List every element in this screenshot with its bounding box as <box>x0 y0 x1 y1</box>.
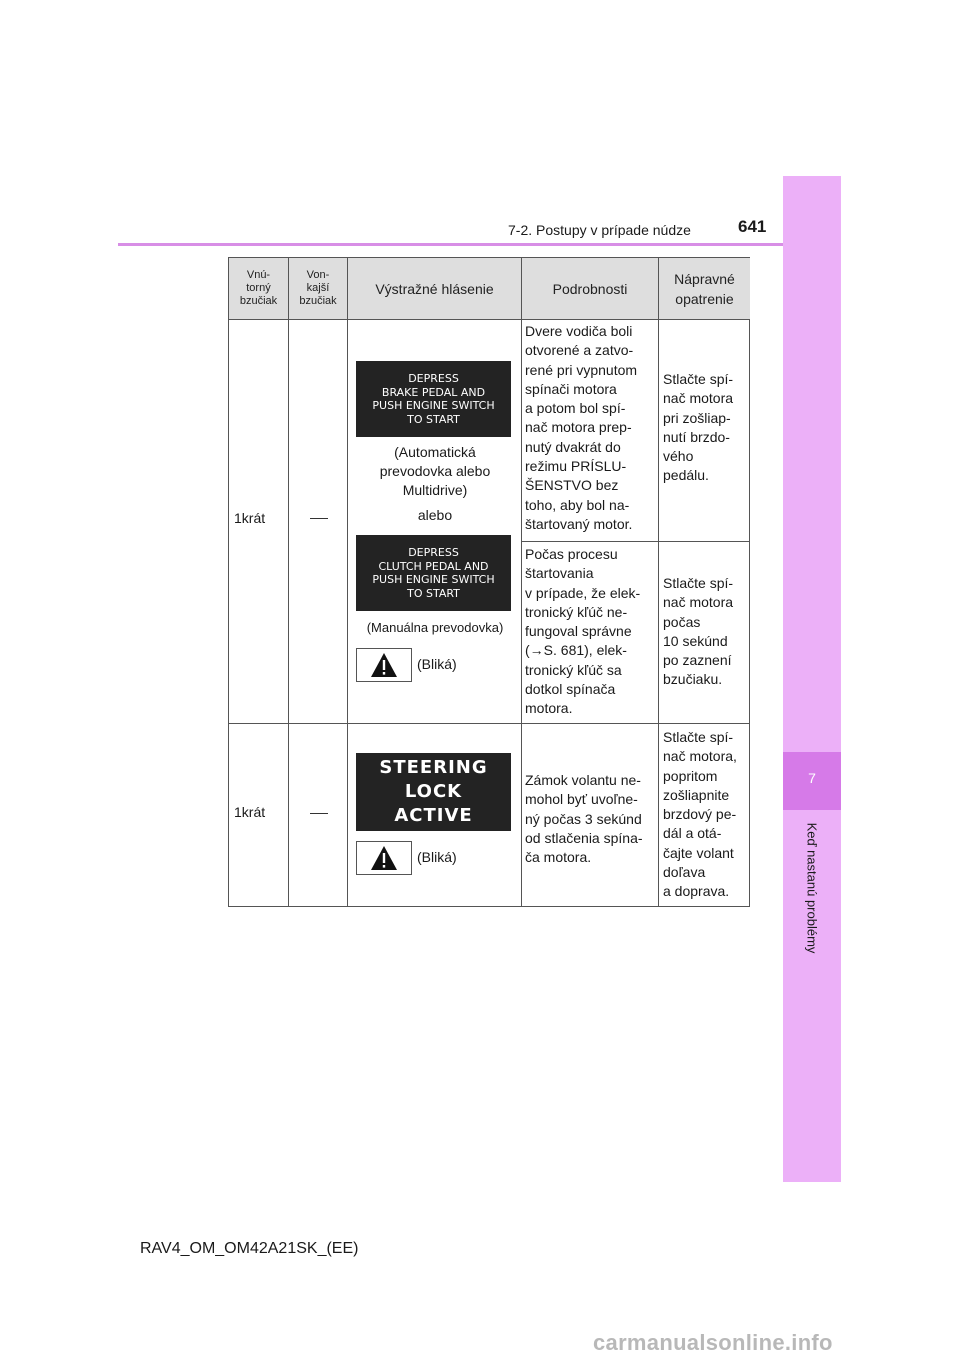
row2-action: Stlačte spí- nač motora, popritom zošliapnite brzdový pe- dál a otá- čajte volant doľava a doprava. <box>663 729 737 900</box>
lcd-message-steering-lock: STEERING LOCK ACTIVE <box>356 753 511 831</box>
warning-indicator-box <box>356 648 412 682</box>
row1-internal-buzzer: 1krát <box>234 510 266 526</box>
blinking-label: (Bliká) <box>417 849 457 865</box>
row2-external-buzzer-dash <box>310 813 328 814</box>
row2-internal-buzzer: 1krát <box>234 804 266 820</box>
column-divider <box>288 258 289 906</box>
row-divider <box>229 319 749 320</box>
header-divider <box>118 243 786 246</box>
row-divider <box>522 541 749 542</box>
row1-details-b: Počas procesu štartovania v prípade, že elek- tronický kľúč ne- fungoval správne (→S. 681), elek- tronický kľúč sa dotkol spínača motora. <box>525 546 641 717</box>
warning-triangle-icon <box>357 842 411 874</box>
caption-manual-transmission: (Manuálna prevodovka) <box>366 620 504 635</box>
chapter-side-tab <box>783 176 841 1182</box>
row1-external-buzzer-dash <box>310 518 328 519</box>
row2-details: Zámok volantu ne- mohol byť uvoľne- ný počas 3 sekúnd od stlačenia spína- ča motora. <box>525 772 643 866</box>
lcd-message-brake-pedal: DEPRESS BRAKE PEDAL AND PUSH ENGINE SWITCH TO START <box>356 361 511 437</box>
column-divider <box>521 258 522 906</box>
blinking-label: (Bliká) <box>417 656 457 672</box>
warning-triangle-icon <box>357 649 411 681</box>
row1-action-b: Stlačte spí- nač motora počas 10 sekúnd po zaznení bzučiaku. <box>663 575 734 688</box>
column-header-internal-buzzer: Vnú- torný bzučiak <box>229 258 288 319</box>
chapter-number: 7 <box>808 770 816 786</box>
column-divider <box>347 258 348 906</box>
chapter-number-box <box>783 752 841 810</box>
document-code: RAV4_OM_OM42A21SK_(EE) <box>140 1240 359 1257</box>
column-header-details: Podrobnosti <box>522 258 658 319</box>
section-title: 7-2. Postupy v prípade núdze <box>508 222 691 238</box>
warning-messages-table <box>228 257 750 907</box>
row1-details-a: Dvere vodiča boli otvorené a zatvo- rené pri vypnutom spínači motora a potom bol spí- nač motora prep- nutý dvakrát do režimu PRÍSLU- ŠENSTVO bez toho, aby bol na- štartovaný motor. <box>525 323 638 532</box>
chapter-title: Keď nastanú problémy <box>804 822 820 954</box>
page-number: 641 <box>738 217 767 236</box>
column-divider <box>658 258 659 906</box>
column-header-corrective-action: Nápravné opatrenie <box>659 258 750 319</box>
lcd-message-clutch-pedal: DEPRESS CLUTCH PEDAL AND PUSH ENGINE SWITCH TO START <box>356 535 511 611</box>
caption-automatic-transmission: (Automatická prevodovka alebo Multidrive) <box>379 444 491 498</box>
or-label: alebo <box>417 507 453 523</box>
warning-indicator-box <box>356 841 412 875</box>
watermark: carmanualsonline.info <box>593 1330 833 1355</box>
column-header-warning-message: Výstražné hlásenie <box>348 258 521 319</box>
row-divider <box>229 723 749 724</box>
column-header-external-buzzer: Von- kajší bzučiak <box>289 258 347 319</box>
row1-action-a: Stlačte spí- nač motora pri zošliap- nutí brzdo- vého pedálu. <box>663 371 734 484</box>
